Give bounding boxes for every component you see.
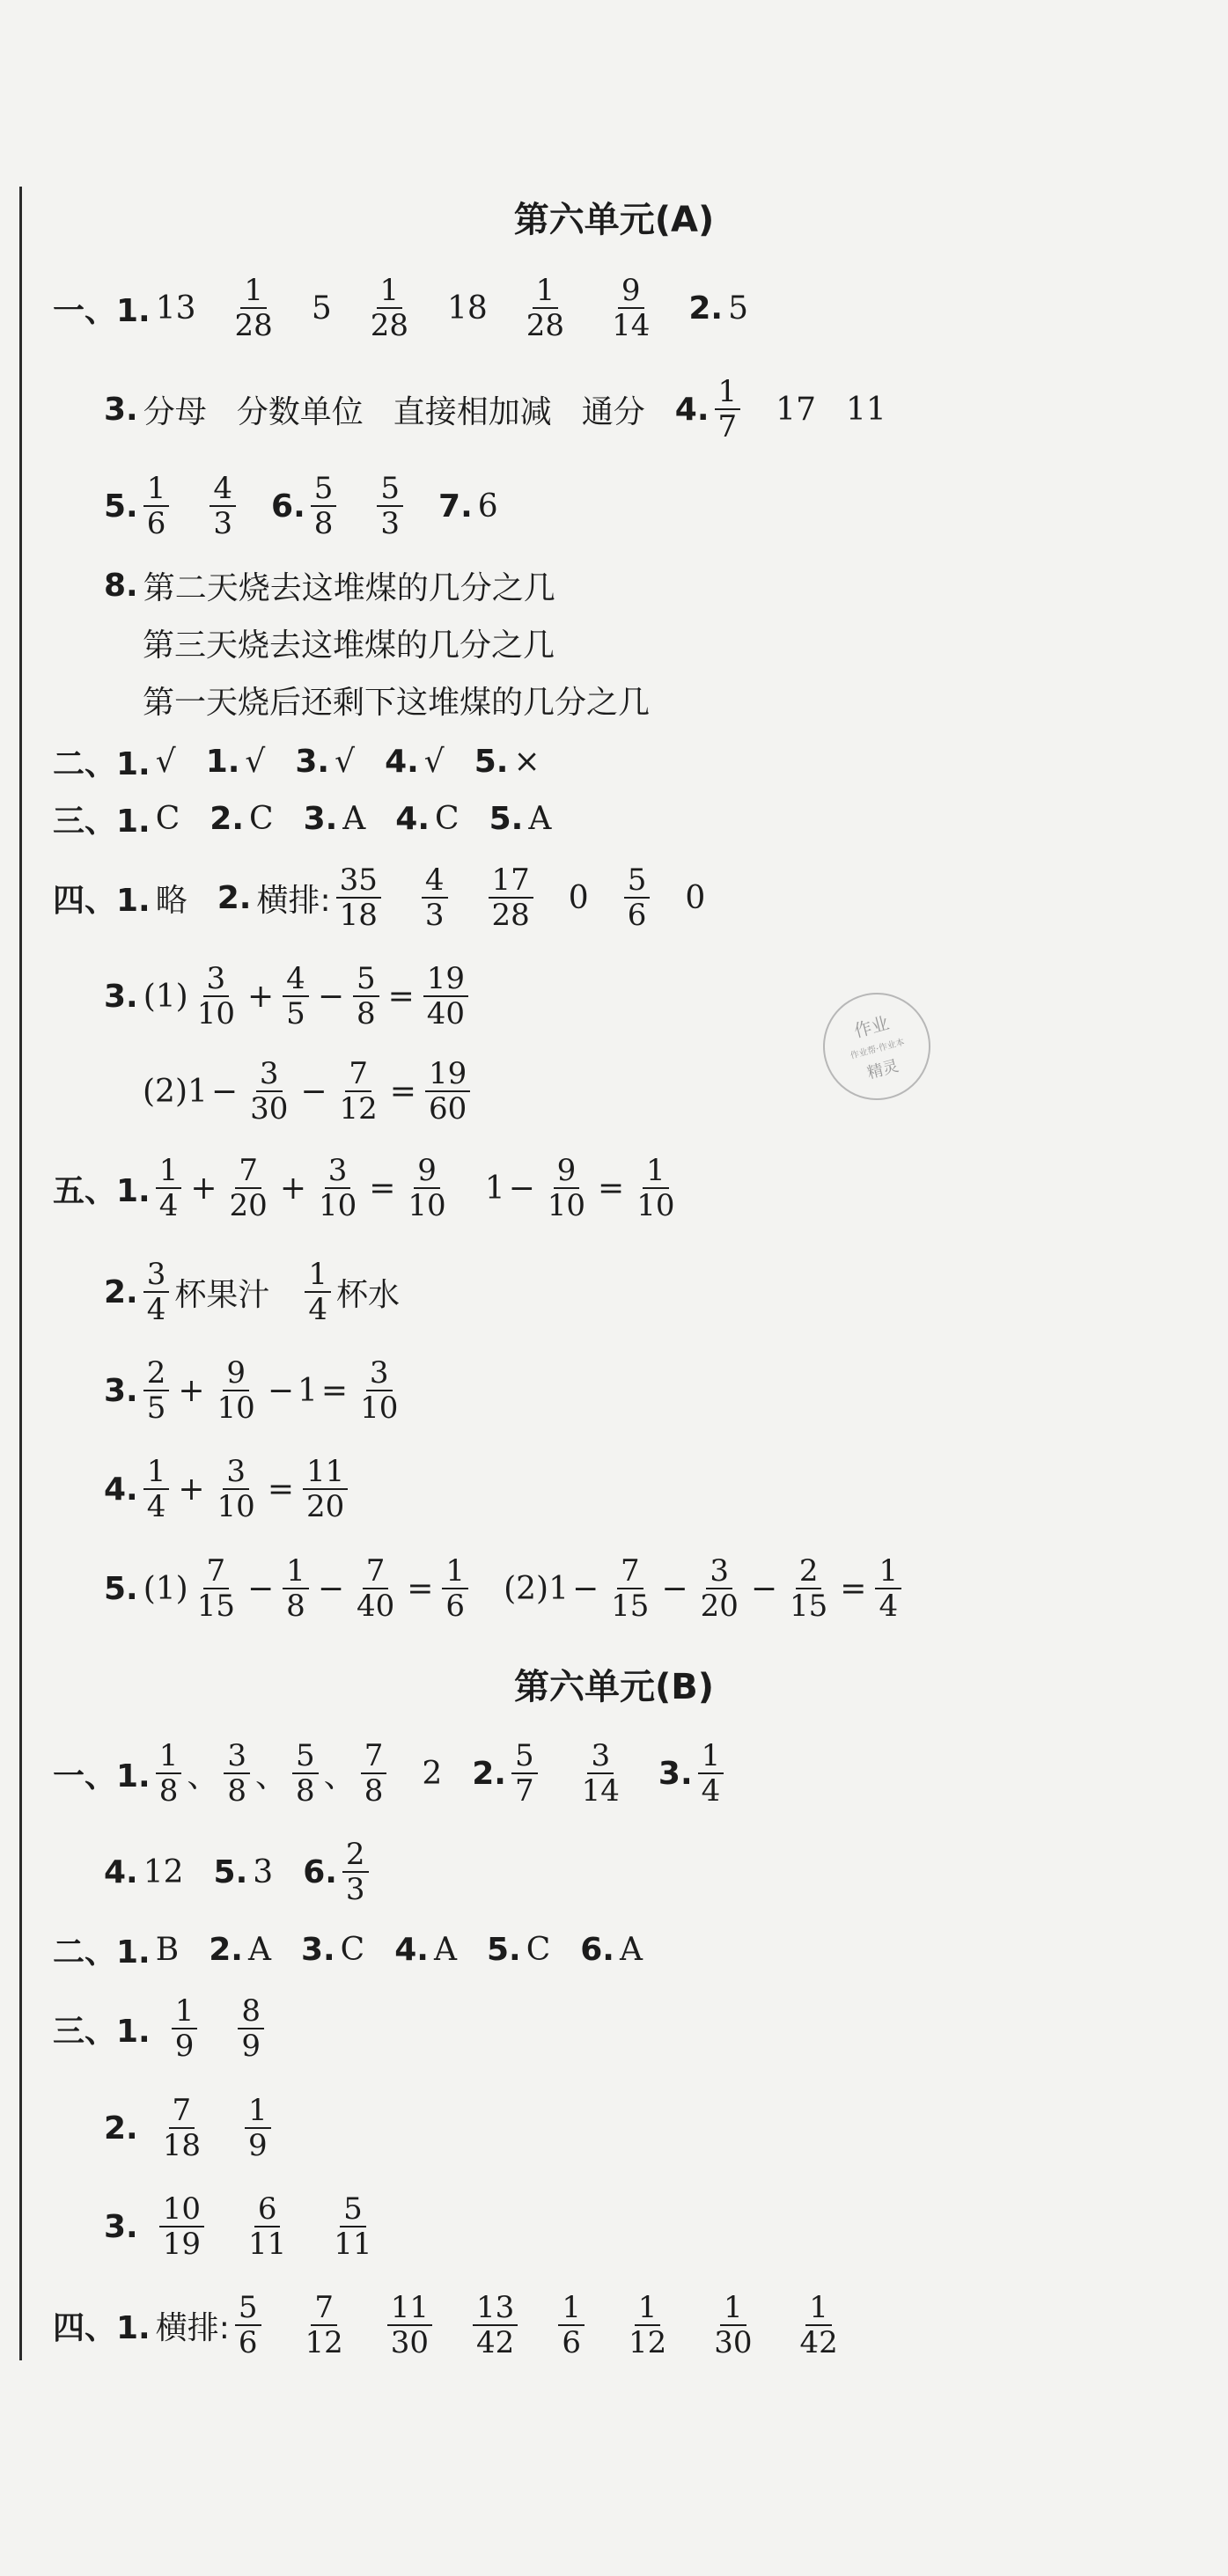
unit-a-q4-row1 bbox=[53, 854, 705, 942]
answer-value: 1 bbox=[484, 1170, 505, 1207]
separator: 、 bbox=[255, 1758, 288, 1794]
unit-a-q5-row2 bbox=[104, 1248, 400, 1336]
unit-a-q8-line3 bbox=[143, 673, 650, 726]
stamp-logo: 作业 作业帮·作业本 精灵 bbox=[811, 980, 942, 1112]
fraction: $\frac{5}{8}$ bbox=[311, 472, 337, 540]
unit-a-q8-line2 bbox=[143, 616, 555, 669]
minus-sign: − bbox=[571, 1570, 599, 1607]
answer-text: 分母 bbox=[143, 393, 207, 430]
sub-label: (1) bbox=[143, 978, 188, 1015]
unit-a-q5-row1 bbox=[53, 1144, 683, 1232]
fraction: $\frac{3}{10}$ bbox=[196, 960, 235, 1031]
q-label: 4. bbox=[394, 1931, 429, 1968]
fraction: $\frac{1}{4}$ bbox=[698, 1739, 724, 1808]
fraction: $\frac{4}{3}$ bbox=[422, 863, 448, 932]
equals-sign: = bbox=[598, 1170, 625, 1207]
fraction: $\frac{7}{20}$ bbox=[229, 1152, 268, 1223]
answer-value: 5 bbox=[728, 290, 748, 327]
fraction: $\frac{1}{7}$ bbox=[715, 375, 741, 444]
answer-value: 18 bbox=[446, 290, 488, 327]
fraction: $\frac{9}{14}$ bbox=[612, 272, 651, 343]
fraction: $\frac{7}{40}$ bbox=[356, 1552, 395, 1624]
fraction: $\frac{1}{4}$ bbox=[305, 1258, 331, 1326]
answer-text: 通分 bbox=[581, 393, 645, 430]
fraction: $\frac{5}{8}$ bbox=[292, 1739, 319, 1808]
q-label: 3. bbox=[104, 391, 138, 428]
fraction: $\frac{1}{6}$ bbox=[442, 1554, 468, 1623]
fraction: $\frac{7}{12}$ bbox=[339, 1055, 378, 1127]
fraction: $\frac{2}{15}$ bbox=[790, 1552, 828, 1624]
unit-b-q3-row1 bbox=[53, 1985, 269, 2073]
answer-value: 0 bbox=[568, 879, 589, 916]
q-label: 3. bbox=[295, 743, 330, 780]
q-label: 3. bbox=[658, 1755, 693, 1792]
q-label: 2. bbox=[217, 879, 252, 916]
equals-sign: = bbox=[387, 978, 415, 1015]
answer-text: 横排: bbox=[155, 2309, 230, 2346]
fraction: $\frac{1}{28}$ bbox=[234, 272, 273, 343]
fraction: $\frac{3}{20}$ bbox=[700, 1552, 739, 1624]
q-label: 四、1. bbox=[53, 2309, 151, 2346]
q-label: 三、1. bbox=[53, 2013, 151, 2050]
q-label: 5. bbox=[213, 1853, 248, 1890]
fraction: $\frac{1}{12}$ bbox=[628, 2289, 667, 2360]
fraction: $\frac{5}{3}$ bbox=[377, 472, 403, 540]
answer-text: 杯果汁 bbox=[174, 1276, 270, 1313]
fraction: $\frac{9}{10}$ bbox=[217, 1354, 255, 1426]
fraction: $\frac{6}{11}$ bbox=[248, 2191, 287, 2262]
equals-sign: = bbox=[267, 1471, 294, 1508]
q-label: 三、1. bbox=[53, 803, 151, 840]
fraction: $\frac{2}{5}$ bbox=[143, 1356, 170, 1425]
q-label: 4. bbox=[104, 1471, 138, 1508]
answer-choice: A bbox=[433, 1931, 457, 1968]
fraction: $\frac{1}{9}$ bbox=[172, 1994, 198, 2063]
unit-b-q1-row2 bbox=[104, 1828, 374, 1916]
answer-value: 3 bbox=[253, 1853, 274, 1890]
q-label: 一、1. bbox=[53, 292, 151, 329]
q-label: 2. bbox=[104, 1273, 138, 1310]
fraction: $\frac{3}{30}$ bbox=[250, 1055, 289, 1127]
q-label: 7. bbox=[438, 488, 473, 525]
minus-sign: − bbox=[300, 1073, 327, 1110]
answer-mark: √ bbox=[335, 743, 356, 780]
unit-a-q5-row4 bbox=[104, 1445, 353, 1533]
unit-b-q1-row1 bbox=[53, 1729, 729, 1817]
unit-a-title: 第六单元(A) bbox=[513, 200, 715, 240]
answer-value: 5 bbox=[311, 290, 332, 327]
fraction: $\frac{7}{18}$ bbox=[162, 2092, 201, 2163]
minus-sign: − bbox=[750, 1570, 778, 1607]
fraction: $\frac{1}{42}$ bbox=[799, 2289, 838, 2360]
minus-sign: − bbox=[247, 1570, 275, 1607]
minus-sign: − bbox=[317, 1570, 344, 1607]
answer-choice: A bbox=[247, 1931, 271, 1968]
fraction: $\frac{1}{6}$ bbox=[143, 472, 170, 540]
q-label: 5. bbox=[489, 800, 524, 837]
fraction: $\frac{1}{4}$ bbox=[143, 1455, 170, 1523]
unit-b-q2-row bbox=[53, 1923, 643, 1976]
unit-a-q4-row2 bbox=[104, 952, 474, 1040]
fraction: $\frac{19}{60}$ bbox=[425, 1057, 470, 1126]
sub-label: (1) bbox=[143, 1570, 188, 1607]
unit-a-q1-row1 bbox=[53, 264, 748, 352]
q-label: 6. bbox=[580, 1931, 614, 1968]
fraction: $\frac{1}{9}$ bbox=[245, 2094, 271, 2162]
answer-value: 1 bbox=[188, 1073, 208, 1110]
plus-sign: + bbox=[190, 1170, 217, 1207]
fraction: $\frac{11}{30}$ bbox=[387, 2291, 432, 2359]
unit-b-q3-row2 bbox=[104, 2084, 276, 2172]
q-label: 3. bbox=[104, 1372, 138, 1409]
fraction: $\frac{17}{28}$ bbox=[489, 863, 533, 932]
q-label: 4. bbox=[385, 743, 419, 780]
fraction: $\frac{8}{9}$ bbox=[238, 1994, 264, 2063]
answer-text: 略 bbox=[155, 882, 188, 919]
minus-sign: − bbox=[317, 978, 344, 1015]
unit-b-q4-row bbox=[53, 2281, 847, 2369]
q-label: 5. bbox=[474, 743, 509, 780]
fraction: $\frac{1}{4}$ bbox=[156, 1154, 182, 1222]
q-label: 4. bbox=[674, 391, 710, 428]
unit-b-q3-row3 bbox=[104, 2183, 381, 2271]
answer-text: 横排: bbox=[256, 882, 331, 919]
answer-choice: A bbox=[619, 1931, 643, 1968]
fraction: $\frac{1}{28}$ bbox=[370, 272, 408, 343]
fraction: $\frac{13}{42}$ bbox=[473, 2291, 518, 2359]
fraction: $\frac{10}{19}$ bbox=[159, 2192, 204, 2261]
equals-sign: = bbox=[389, 1073, 416, 1110]
fraction: $\frac{4}{3}$ bbox=[210, 472, 236, 540]
answer-choice: A bbox=[342, 800, 366, 837]
fraction: $\frac{5}{7}$ bbox=[511, 1739, 538, 1808]
q-label: 3. bbox=[104, 978, 138, 1015]
fraction: $\frac{5}{6}$ bbox=[235, 2291, 261, 2359]
fraction: $\frac{3}{10}$ bbox=[318, 1152, 357, 1223]
answer-mark: √ bbox=[155, 743, 176, 780]
q-label: 5. bbox=[104, 488, 138, 525]
answer-value: 0 bbox=[685, 879, 706, 916]
q-label: 2. bbox=[688, 290, 724, 327]
fraction: $\frac{5}{8}$ bbox=[353, 962, 379, 1031]
q-label: 6. bbox=[271, 488, 305, 525]
unit-a-q8-line1 bbox=[104, 559, 555, 612]
fraction: $\frac{2}{3}$ bbox=[342, 1838, 369, 1906]
answer-value: 1 bbox=[297, 1372, 318, 1409]
q-label: 一、1. bbox=[53, 1758, 151, 1794]
left-margin-rule bbox=[19, 187, 22, 2360]
q-label: 四、1. bbox=[53, 882, 151, 919]
answer-value: 6 bbox=[477, 488, 498, 525]
fraction: $\frac{4}{5}$ bbox=[283, 962, 309, 1031]
answer-text: 直接相加减 bbox=[393, 393, 552, 430]
equals-sign: = bbox=[369, 1170, 396, 1207]
unit-a-q4-row3 bbox=[143, 1047, 475, 1135]
fraction: $\frac{1}{6}$ bbox=[558, 2291, 585, 2359]
q-label: 4. bbox=[395, 800, 430, 837]
fraction: $\frac{3}{14}$ bbox=[581, 1737, 620, 1809]
unit-a-q1-row3 bbox=[104, 462, 498, 550]
q-label: 3. bbox=[303, 800, 338, 837]
unit-a-q5-row5 bbox=[104, 1545, 907, 1633]
fraction: $\frac{3}{4}$ bbox=[143, 1258, 170, 1326]
answer-text: 第一天烧后还剩下这堆煤的几分之几 bbox=[143, 684, 651, 721]
separator: 、 bbox=[187, 1758, 219, 1794]
q-label: 1. bbox=[205, 743, 240, 780]
plus-sign: + bbox=[247, 978, 275, 1015]
fraction: $\frac{35}{18}$ bbox=[336, 863, 381, 932]
q-label: 8. bbox=[104, 567, 138, 604]
fraction: $\frac{3}{10}$ bbox=[360, 1354, 399, 1426]
q-label: 2. bbox=[104, 2110, 138, 2147]
answer-choice: A bbox=[528, 800, 552, 837]
answer-text: 第二天烧去这堆煤的几分之几 bbox=[143, 569, 555, 606]
answer-value: 11 bbox=[845, 391, 886, 428]
plus-sign: + bbox=[178, 1372, 205, 1409]
fraction: $\frac{7}{12}$ bbox=[305, 2289, 343, 2360]
plus-sign: + bbox=[178, 1471, 205, 1508]
sub-label: (2) bbox=[504, 1570, 549, 1607]
fraction: $\frac{11}{20}$ bbox=[303, 1455, 348, 1523]
answer-value: 13 bbox=[155, 290, 196, 327]
fraction: $\frac{1}{8}$ bbox=[156, 1739, 182, 1808]
answer-value: 1 bbox=[548, 1570, 569, 1607]
equals-sign: = bbox=[840, 1570, 867, 1607]
q-label: 5. bbox=[486, 1931, 521, 1968]
unit-a-q1-row2 bbox=[104, 365, 886, 453]
answer-choice: C bbox=[435, 800, 460, 837]
unit-a-q2-row bbox=[53, 735, 540, 788]
fraction: $\frac{9}{10}$ bbox=[408, 1152, 446, 1223]
equals-sign: = bbox=[407, 1570, 434, 1607]
answer-mark: × bbox=[513, 743, 540, 780]
unit-b-title: 第六单元(B) bbox=[513, 1667, 715, 1707]
fraction: $\frac{7}{15}$ bbox=[196, 1552, 235, 1624]
fraction: $\frac{7}{8}$ bbox=[361, 1739, 387, 1808]
fraction: $\frac{3}{8}$ bbox=[224, 1739, 250, 1808]
q-label: 二、1. bbox=[53, 745, 151, 782]
answer-value: 12 bbox=[143, 1853, 184, 1890]
fraction: $\frac{7}{15}$ bbox=[611, 1552, 650, 1624]
q-label: 4. bbox=[104, 1853, 138, 1890]
fraction: $\frac{3}{10}$ bbox=[217, 1453, 255, 1524]
answer-choice: C bbox=[249, 800, 274, 837]
q-label: 二、1. bbox=[53, 1934, 151, 1971]
answer-choice: C bbox=[526, 1931, 551, 1968]
q-label: 3. bbox=[104, 2208, 138, 2245]
q-label: 6. bbox=[303, 1853, 337, 1890]
answer-text: 分数单位 bbox=[236, 393, 364, 430]
answer-value: 17 bbox=[776, 391, 816, 428]
q-label: 2. bbox=[210, 800, 245, 837]
q-label: 3. bbox=[300, 1931, 335, 1968]
answer-choice: C bbox=[340, 1931, 365, 1968]
q-label: 2. bbox=[472, 1755, 506, 1792]
fraction: $\frac{9}{10}$ bbox=[547, 1152, 586, 1223]
answer-mark: √ bbox=[423, 743, 445, 780]
minus-sign: − bbox=[267, 1372, 294, 1409]
q-label: 5. bbox=[104, 1570, 138, 1607]
minus-sign: − bbox=[661, 1570, 688, 1607]
answer-text: 杯水 bbox=[336, 1276, 401, 1313]
fraction: $\frac{1}{28}$ bbox=[526, 272, 565, 343]
q-label: 五、1. bbox=[53, 1172, 151, 1209]
answer-choice: B bbox=[155, 1931, 180, 1968]
unit-a-q5-row3 bbox=[104, 1347, 407, 1435]
plus-sign: + bbox=[279, 1170, 306, 1207]
fraction: $\frac{5}{11}$ bbox=[334, 2191, 372, 2262]
fraction: $\frac{1}{8}$ bbox=[283, 1554, 309, 1623]
minus-sign: − bbox=[210, 1073, 239, 1110]
q-label: 2. bbox=[209, 1931, 243, 1968]
answer-mark: √ bbox=[245, 743, 266, 780]
fraction: $\frac{5}{6}$ bbox=[624, 863, 651, 932]
unit-a-q3-row bbox=[53, 792, 551, 845]
minus-sign: − bbox=[508, 1170, 535, 1207]
equals-sign: = bbox=[320, 1372, 349, 1409]
fraction: $\frac{19}{40}$ bbox=[423, 962, 468, 1031]
separator: 、 bbox=[323, 1758, 356, 1794]
sub-label: (2) bbox=[143, 1073, 188, 1110]
fraction: $\frac{1}{4}$ bbox=[875, 1554, 901, 1623]
answer-value: 2 bbox=[422, 1755, 443, 1792]
fraction: $\frac{1}{10}$ bbox=[636, 1152, 675, 1223]
answer-text: 第三天烧去这堆煤的几分之几 bbox=[143, 627, 555, 664]
answer-choice: C bbox=[155, 800, 180, 837]
fraction: $\frac{1}{30}$ bbox=[714, 2289, 753, 2360]
